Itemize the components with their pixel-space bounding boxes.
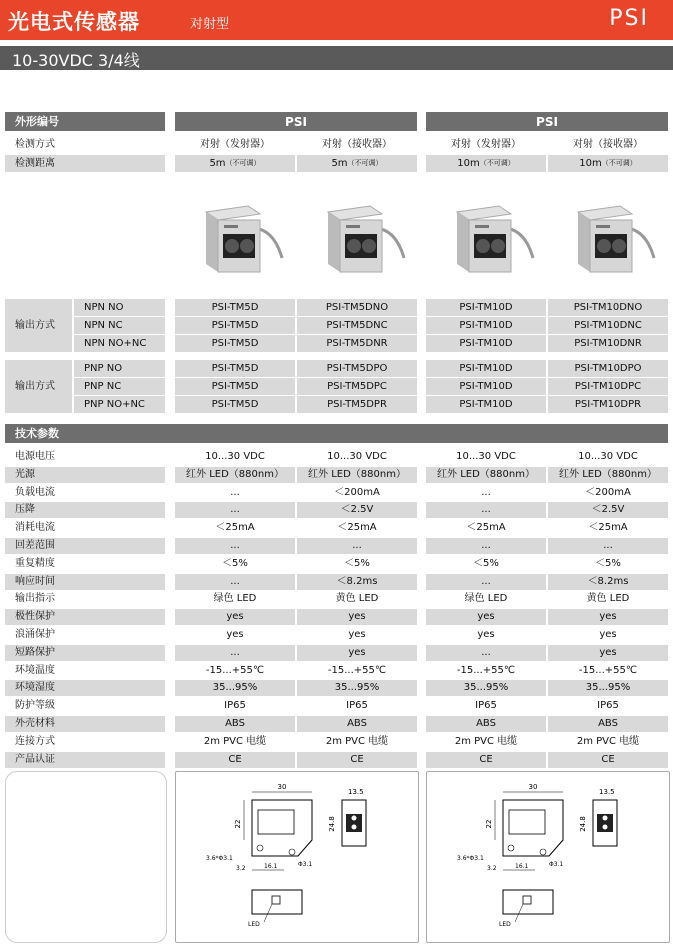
range-value: 5m xyxy=(209,157,226,169)
spec-value: ... xyxy=(481,487,491,498)
spec-value: IP65 xyxy=(224,700,246,711)
spec-value: ... xyxy=(426,645,546,661)
dimension-drawing-svg xyxy=(176,772,418,942)
spec-label: 消耗电流 xyxy=(15,522,55,533)
spec-value: 10...30 VDC xyxy=(578,451,638,462)
spec-value: yes xyxy=(548,645,668,661)
spec-value: ... xyxy=(426,502,546,518)
spec-label: 光源 xyxy=(5,467,165,483)
spec-value: 2m PVC 电缆 xyxy=(203,736,267,747)
spec-value: ... xyxy=(175,574,295,590)
dim-16-1: 16.1 xyxy=(515,863,529,870)
spec-value: ＜25mA xyxy=(215,522,255,533)
spec-value: ABS xyxy=(548,716,668,732)
spec-value: ... xyxy=(175,502,295,518)
spec-value: 10...30 VDC xyxy=(205,451,265,462)
pnp-type: PNP NC xyxy=(74,378,165,395)
spec-value: yes xyxy=(477,629,495,640)
spec-value: 10...30 VDC xyxy=(456,451,516,462)
model-cell: PSI-TM10DPO xyxy=(548,360,668,377)
spec-label: 浪涌保护 xyxy=(15,629,55,640)
model-cell: PSI-TM10D xyxy=(426,299,546,316)
model-cell: PSI-TM5D xyxy=(175,335,295,352)
model-cell: PSI-TM5DPC xyxy=(297,378,417,395)
detect-range-label: 检测距离 xyxy=(5,155,165,172)
spec-label: 负载电流 xyxy=(15,487,55,498)
spec-value: ABS xyxy=(426,716,546,732)
group-header-1: PSI xyxy=(175,112,417,131)
spec-value: yes xyxy=(297,609,417,625)
spec-value: CE xyxy=(175,752,295,768)
model-cell: PSI-TM10DNR xyxy=(548,335,668,352)
spec-value: ＜5% xyxy=(344,558,370,569)
pnp-type: PNP NO+NC xyxy=(74,396,165,413)
spec-value: 红外 LED（880nm） xyxy=(175,467,295,483)
spec-value: yes xyxy=(297,645,417,661)
spec-value: ... xyxy=(426,538,546,554)
spec-value: ABS xyxy=(175,716,295,732)
dimension-drawing-1 xyxy=(175,771,419,943)
spec-value: ... xyxy=(297,538,417,554)
spec-value: 2m PVC 电缆 xyxy=(576,736,640,747)
spec-label: 响应时间 xyxy=(5,574,165,590)
dim-3-2: 3.2 xyxy=(487,865,497,872)
range-note: （不可调） xyxy=(225,159,261,167)
dimension-drawing-2 xyxy=(426,771,670,943)
spec-value: IP65 xyxy=(346,700,368,711)
spec-value: 10...30 VDC xyxy=(327,451,387,462)
spec-label: 连接方式 xyxy=(15,736,55,747)
model-cell: PSI-TM5D xyxy=(175,360,295,377)
spec-value: 2m PVC 电缆 xyxy=(325,736,389,747)
spec-value: yes xyxy=(548,609,668,625)
dim-30: 30 xyxy=(277,783,287,791)
model-cell: PSI-TM10DNO xyxy=(548,299,668,316)
model-cell: PSI-TM10DPC xyxy=(548,378,668,395)
sensor-product-image xyxy=(198,198,284,278)
spec-value: ＜200mA xyxy=(334,487,380,498)
spec-value: 红外 LED（880nm） xyxy=(297,467,417,483)
detect-range-4 xyxy=(548,155,668,172)
spec-value: yes xyxy=(348,629,366,640)
detect-range-3 xyxy=(426,155,546,172)
range-value: 10m xyxy=(579,157,602,169)
detect-mode-1: 对射（发射器） xyxy=(200,138,270,150)
spec-value: ＜5% xyxy=(473,558,499,569)
group-header-2: PSI xyxy=(426,112,668,131)
dim-hole: 3.6*Φ3.1 xyxy=(457,855,484,862)
spec-value: yes xyxy=(226,629,244,640)
model-cell: PSI-TM5DNO xyxy=(297,299,417,316)
led-label: LED xyxy=(248,921,260,928)
spec-value: IP65 xyxy=(475,700,497,711)
pnp-type: PNP NO xyxy=(74,360,165,377)
model-cell: PSI-TM5DPO xyxy=(297,360,417,377)
led-label: LED xyxy=(499,921,511,928)
spec-label: 电源电压 xyxy=(15,451,55,462)
spec-value: yes xyxy=(599,629,617,640)
model-cell: PSI-TM10D xyxy=(426,317,546,334)
detect-range-2 xyxy=(297,155,417,172)
dim-13-5: 13.5 xyxy=(599,788,615,796)
range-value: 10m xyxy=(457,157,480,169)
spec-value: ... xyxy=(175,538,295,554)
spec-label: 产品认证 xyxy=(5,752,165,768)
spec-value: ... xyxy=(175,645,295,661)
spec-label: 短路保护 xyxy=(5,645,165,661)
spec-value: 绿色 LED xyxy=(464,593,508,604)
spec-value: ＜200mA xyxy=(585,487,631,498)
spec-label: 回差范围 xyxy=(5,538,165,554)
spec-label: 压降 xyxy=(5,502,165,518)
spec-value: CE xyxy=(297,752,417,768)
spec-label: 重复精度 xyxy=(15,558,55,569)
model-cell: PSI-TM10D xyxy=(426,378,546,395)
spec-value: ＜25mA xyxy=(588,522,628,533)
spec-value: yes xyxy=(175,609,295,625)
detect-mode-2: 对射（接收器） xyxy=(322,138,392,150)
output-label-pnp: 输出方式 xyxy=(5,360,72,413)
sensor-product-image xyxy=(570,198,656,278)
spec-value: ... xyxy=(230,487,240,498)
detect-range-1 xyxy=(175,155,295,172)
spec-value: CE xyxy=(426,752,546,768)
spec-value: ... xyxy=(548,538,668,554)
range-note: （不可调） xyxy=(479,159,515,167)
spec-value: -15...+55℃ xyxy=(327,665,387,676)
model-cell: PSI-TM5D xyxy=(175,317,295,334)
page-title: 光电式传感器 xyxy=(8,10,140,34)
model-cell: PSI-TM10DPR xyxy=(548,396,668,413)
spec-value: ... xyxy=(426,574,546,590)
dim-22: 22 xyxy=(234,819,242,829)
spec-label: 输出指示 xyxy=(15,593,55,604)
spec-value: ＜5% xyxy=(222,558,248,569)
brand-label: PSI xyxy=(609,6,649,31)
spec-value: 2m PVC 电缆 xyxy=(454,736,518,747)
dimension-drawing-svg xyxy=(427,772,669,942)
spec-value: ＜25mA xyxy=(337,522,377,533)
model-cell: PSI-TM5DNC xyxy=(297,317,417,334)
sensor-product-image xyxy=(449,198,535,278)
spec-label: 极性保护 xyxy=(5,609,165,625)
spec-value: ABS xyxy=(297,716,417,732)
spec-label: 外壳材料 xyxy=(5,716,165,732)
spec-value: IP65 xyxy=(597,700,619,711)
spec-label: 环境湿度 xyxy=(5,680,165,696)
model-cell: PSI-TM5DNR xyxy=(297,335,417,352)
model-cell: PSI-TM5D xyxy=(175,378,295,395)
dim-30: 30 xyxy=(528,783,538,791)
spec-label: 环境温度 xyxy=(15,665,55,676)
spec-value: yes xyxy=(426,609,546,625)
dim-phi: Φ3.1 xyxy=(298,861,313,868)
detect-mode-3: 对射（发射器） xyxy=(451,138,521,150)
output-label-npn: 输出方式 xyxy=(5,299,72,352)
dim-13-5: 13.5 xyxy=(348,788,364,796)
page-subtitle: 对射型 xyxy=(190,17,230,32)
dim-phi: Φ3.1 xyxy=(549,861,564,868)
spec-value: 35...95% xyxy=(175,680,295,696)
spec-value: -15...+55℃ xyxy=(578,665,638,676)
sensor-product-image xyxy=(320,198,406,278)
spec-value: 35...95% xyxy=(297,680,417,696)
tech-params-header: 技术参数 xyxy=(5,424,668,443)
spec-value: ＜2.5V xyxy=(297,502,417,518)
npn-type: NPN NO+NC xyxy=(74,335,165,352)
spec-label: 防护等级 xyxy=(15,700,55,711)
dim-22: 22 xyxy=(485,819,493,829)
spec-value: ＜8.2ms xyxy=(548,574,668,590)
model-cell: PSI-TM10D xyxy=(426,360,546,377)
npn-type: NPN NC xyxy=(74,317,165,334)
spec-value: ＜8.2ms xyxy=(297,574,417,590)
dim-16-1: 16.1 xyxy=(264,863,278,870)
model-cell: PSI-TM10D xyxy=(426,396,546,413)
spec-value: ＜5% xyxy=(595,558,621,569)
model-cell: PSI-TM10D xyxy=(426,335,546,352)
dim-24-8: 24.8 xyxy=(328,816,336,832)
model-cell: PSI-TM10DNC xyxy=(548,317,668,334)
blank-note-card xyxy=(5,771,167,943)
model-cell: PSI-TM5D xyxy=(175,396,295,413)
dim-24-8: 24.8 xyxy=(579,816,587,832)
npn-type: NPN NO xyxy=(74,299,165,316)
model-cell: PSI-TM5DPR xyxy=(297,396,417,413)
spec-value: -15...+55℃ xyxy=(205,665,265,676)
range-note: （不可调） xyxy=(347,159,383,167)
col-header-label: 外形编号 xyxy=(5,112,165,131)
voltage-bar xyxy=(0,46,673,70)
spec-value: 黄色 LED xyxy=(335,593,379,604)
model-cell: PSI-TM5D xyxy=(175,299,295,316)
spec-value: -15...+55℃ xyxy=(456,665,516,676)
dim-hole: 3.6*Φ3.1 xyxy=(206,855,233,862)
spec-value: ＜2.5V xyxy=(548,502,668,518)
range-value: 5m xyxy=(331,157,348,169)
spec-value: 红外 LED（880nm） xyxy=(548,467,668,483)
detect-mode-4: 对射（接收器） xyxy=(573,138,643,150)
range-note: （不可调） xyxy=(601,159,637,167)
spec-value: 绿色 LED xyxy=(213,593,257,604)
page-header xyxy=(0,0,673,40)
spec-value: 35...95% xyxy=(426,680,546,696)
dim-3-2: 3.2 xyxy=(236,865,246,872)
detect-mode-label: 检测方式 xyxy=(15,138,55,150)
spec-value: 35...95% xyxy=(548,680,668,696)
spec-value: 黄色 LED xyxy=(586,593,630,604)
spec-value: ＜25mA xyxy=(466,522,506,533)
voltage-label: 10-30VDC 3/4线 xyxy=(12,51,140,70)
spec-value: CE xyxy=(548,752,668,768)
spec-value: 红外 LED（880nm） xyxy=(426,467,546,483)
